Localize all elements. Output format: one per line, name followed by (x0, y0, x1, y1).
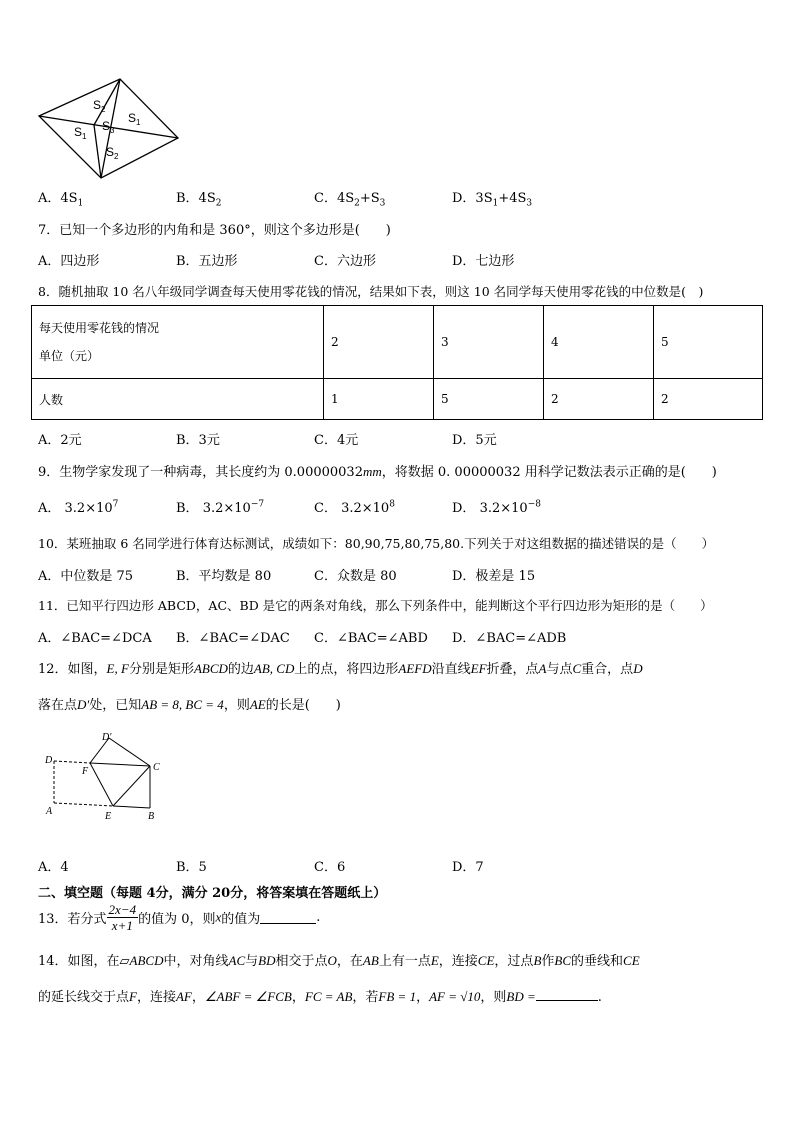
answer-blank[interactable] (536, 988, 598, 1001)
q12-stem-line1: 12．如图，E, F分别是矩形ABCD的边AB, CD上的点，将四边形AEFD沿直线EF折叠，点A与点C重合，点D (38, 661, 643, 677)
q10-option-c[interactable]: C．众数是 80 (314, 569, 397, 584)
table-row (32, 306, 763, 379)
label-c: C (153, 762, 160, 773)
kite-figure (36, 76, 182, 180)
label-e: E (105, 811, 112, 822)
folded-rectangle-figure (40, 730, 170, 842)
label-d: D (45, 755, 53, 766)
q11-option-b[interactable]: B．∠BAC=∠DAC (176, 631, 290, 646)
table-row (32, 379, 763, 420)
q9-option-a[interactable]: A． $3.2\times 10^7$ (38, 499, 119, 516)
q7-option-c[interactable]: C．六边形 (314, 254, 376, 269)
table-cell: 4 (544, 306, 654, 379)
q6-option-d[interactable]: D．$3S_1+4S_3$ (452, 191, 533, 209)
section-title-fill-in: 二、填空题（每题 4分，满分 20分，将答案填在答题纸上） (38, 886, 387, 901)
q9-option-d[interactable]: D． $3.2\times 10^{-8}$ (452, 499, 541, 516)
q11-option-a[interactable]: A．∠BAC=∠DCA (38, 631, 152, 646)
q10-option-a[interactable]: A．中位数是 75 (38, 569, 134, 584)
label-f: F (82, 766, 89, 777)
table-cell: 5 (434, 379, 544, 420)
q10-option-b[interactable]: B．平均数是 80 (176, 569, 272, 584)
q14-stem-line2: 的延长线交于点F，连接AF，∠ABF = ∠FCB，FC = AB，若FB = 1，AF = √10，则BD = . (38, 989, 602, 1005)
label-a: A (46, 806, 53, 817)
table-cell: 2 (324, 306, 434, 379)
q10-option-d[interactable]: D．极差是 15 (452, 569, 536, 584)
q14-stem-line1: 14．如图，在▱ABCD中，对角线AC与BD相交于点O，在AB上有一点E，连接CE，过点B作BC的垂线和CE (38, 953, 640, 969)
label-d-prime: D′ (102, 732, 112, 743)
table-cell: 每天使用零花钱的情况 单位（元） (32, 306, 324, 379)
table-cell: 2 (544, 379, 654, 420)
q12-option-d[interactable]: D．7 (452, 860, 484, 875)
q9-option-b[interactable]: B． $3.2\times 10^{-7}$ (176, 499, 265, 516)
table-cell: 人数 (32, 379, 324, 420)
label-s1-right: $S_1$ (128, 111, 141, 127)
label-s2-top: $S_2$ (93, 98, 106, 114)
q7-stem: 7．已知一个多边形的内角和是 360°，则这个多边形是( ) (38, 223, 391, 238)
q12-option-b[interactable]: B．5 (176, 860, 207, 875)
q7-option-d[interactable]: D．七边形 (452, 254, 515, 269)
q8-option-a[interactable]: A．2元 (38, 433, 82, 448)
q12-stem-line2: 落在点D′处，已知AB = 8, BC = 4，则AE的长是( ) (38, 697, 341, 713)
q6-option-b[interactable]: B．$4S_2$ (176, 191, 222, 209)
q9-stem: 9．生物学家发现了一种病毒，其长度约为 0.00000032mm，将数据 0. 00000032 用科学记数法表示正确的是( ) (38, 464, 717, 480)
q13-stem: 13．若分式 $\frac{2x-4}{x+1}$ 的值为 0，则x的值为 . (38, 902, 321, 933)
q9-option-c[interactable]: C． $3.2\times 10^8$ (314, 499, 395, 516)
label-s2-bottom: $S_2$ (106, 145, 119, 161)
label-b: B (148, 811, 155, 822)
q8-stem: 8．随机抽取 10 名八年级同学调查每天使用零花钱的情况，结果如下表，则这 10 名同学每天使用零花钱的中位数是( ) (38, 284, 704, 299)
q7-option-b[interactable]: B．五边形 (176, 254, 238, 269)
q8-option-b[interactable]: B．3元 (176, 433, 220, 448)
answer-blank[interactable] (260, 911, 316, 924)
pocket-money-table (31, 305, 763, 420)
q7-option-a[interactable]: A．四边形 (38, 254, 100, 269)
label-s1-left: $S_1$ (74, 125, 87, 141)
q6-option-a[interactable]: A．$4S_1$ (38, 191, 84, 209)
q10-stem: 10．某班抽取 6 名同学进行体育达标测试，成绩如下：80,90,75,80,75,80.下列关于对这组数据的描述错误的是（ ） (38, 536, 715, 551)
q8-option-c[interactable]: C．4元 (314, 433, 359, 448)
table-cell: 5 (654, 306, 763, 379)
q8-option-d[interactable]: D．5元 (452, 433, 497, 448)
q11-stem: 11．已知平行四边形 ABCD，AC、BD 是它的两条对角线，那么下列条件中，能判断这个平行四边形为矩形的是（ ） (38, 598, 713, 613)
table-cell: 2 (654, 379, 763, 420)
label-s3: $S_3$ (102, 119, 115, 135)
q11-option-d[interactable]: D．∠BAC=∠ADB (452, 631, 567, 646)
table-cell: 3 (434, 306, 544, 379)
table-cell: 1 (324, 379, 434, 420)
q12-option-a[interactable]: A．4 (38, 860, 69, 875)
fraction: $\frac{2x-4}{x+1}$ (108, 902, 137, 933)
q12-option-c[interactable]: C．6 (314, 860, 346, 875)
q11-option-c[interactable]: C．∠BAC=∠ABD (314, 631, 428, 646)
q6-option-c[interactable]: C．$4S_2+S_3$ (314, 191, 386, 209)
